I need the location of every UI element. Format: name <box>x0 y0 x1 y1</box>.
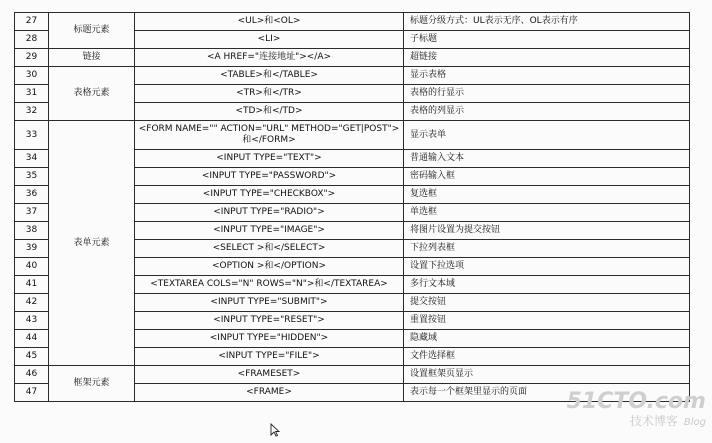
element-cell: <SELECT >和</SELECT> <box>135 240 404 258</box>
element-cell: <FRAME> <box>135 384 404 402</box>
row-number: 45 <box>15 348 49 366</box>
description-cell: 标题分级方式：UL表示无序、OL表示有序 <box>404 13 690 31</box>
row-number: 44 <box>15 330 49 348</box>
row-number: 32 <box>15 103 49 121</box>
description-cell: 多行文本域 <box>404 276 690 294</box>
table-row <box>15 67 690 85</box>
element-cell: <INPUT TYPE="RESET"> <box>135 312 404 330</box>
description-cell: 复选框 <box>404 186 690 204</box>
description-cell: 将图片设置为提交按钮 <box>404 222 690 240</box>
row-number: 35 <box>15 168 49 186</box>
element-cell: <UL>和<OL> <box>135 13 404 31</box>
description-cell: 子标题 <box>404 31 690 49</box>
table-row <box>15 121 690 150</box>
watermark-subtitle <box>567 412 706 429</box>
description-cell: 文件选择框 <box>404 348 690 366</box>
description-cell: 下拉列表框 <box>404 240 690 258</box>
row-number: 31 <box>15 85 49 103</box>
category-cell: 标题元素 <box>49 13 135 49</box>
description-cell: 显示表单 <box>404 121 690 150</box>
table-row <box>15 366 690 384</box>
element-cell: <TEXTAREA COLS="N" ROWS="N">和</TEXTAREA> <box>135 276 404 294</box>
description-cell: 重置按钮 <box>404 312 690 330</box>
row-number: 47 <box>15 384 49 402</box>
element-cell: <TD>和</TD> <box>135 103 404 121</box>
row-number: 30 <box>15 67 49 85</box>
element-cell: <FRAMESET> <box>135 366 404 384</box>
element-cell: <INPUT TYPE="IMAGE"> <box>135 222 404 240</box>
table-row <box>15 13 690 31</box>
element-cell: <OPTION >和</OPTION> <box>135 258 404 276</box>
element-cell: <TR>和</TR> <box>135 85 404 103</box>
row-number: 37 <box>15 204 49 222</box>
row-number: 34 <box>15 150 49 168</box>
description-cell: 隐藏域 <box>404 330 690 348</box>
row-number: 42 <box>15 294 49 312</box>
category-cell: 链接 <box>49 49 135 67</box>
element-cell: <INPUT TYPE="RADIO"> <box>135 204 404 222</box>
row-number: 39 <box>15 240 49 258</box>
description-cell: 提交按钮 <box>404 294 690 312</box>
description-cell: 表示每一个框架里显示的页面 <box>404 384 690 402</box>
element-cell: <TABLE>和</TABLE> <box>135 67 404 85</box>
element-cell: <INPUT TYPE="FILE"> <box>135 348 404 366</box>
description-cell: 显示表格 <box>404 67 690 85</box>
row-number: 33 <box>15 121 49 150</box>
description-cell: 设置下拉选项 <box>404 258 690 276</box>
description-cell: 单选框 <box>404 204 690 222</box>
element-cell: <INPUT TYPE="TEXT"> <box>135 150 404 168</box>
category-cell: 表单元素 <box>49 121 135 366</box>
row-number: 29 <box>15 49 49 67</box>
table-row <box>15 49 690 67</box>
row-number: 28 <box>15 31 49 49</box>
element-cell: <FORM NAME="" ACTION="URL" METHOD="GET|POST">和</FORM> <box>135 121 404 150</box>
watermark-blog: Blog <box>683 417 706 428</box>
description-cell: 设置框架页显示 <box>404 366 690 384</box>
row-number: 36 <box>15 186 49 204</box>
category-cell: 表格元素 <box>49 67 135 121</box>
watermark-sub-text: 技术博客 <box>629 414 678 428</box>
element-cell: <INPUT TYPE="HIDDEN"> <box>135 330 404 348</box>
element-cell: <A HREF="连接地址"></A> <box>135 49 404 67</box>
mouse-cursor-icon <box>270 423 280 437</box>
description-cell: 超链接 <box>404 49 690 67</box>
html-tag-reference-table <box>14 12 690 402</box>
description-cell: 表格的列显示 <box>404 103 690 121</box>
row-number: 40 <box>15 258 49 276</box>
row-number: 41 <box>15 276 49 294</box>
row-number: 43 <box>15 312 49 330</box>
description-cell: 密码输入框 <box>404 168 690 186</box>
row-number: 27 <box>15 13 49 31</box>
category-cell: 框架元素 <box>49 366 135 402</box>
row-number: 38 <box>15 222 49 240</box>
element-cell: <LI> <box>135 31 404 49</box>
element-cell: <INPUT TYPE="PASSWORD"> <box>135 168 404 186</box>
description-cell: 表格的行显示 <box>404 85 690 103</box>
element-cell: <INPUT TYPE="CHECKBOX"> <box>135 186 404 204</box>
element-cell: <INPUT TYPE="SUBMIT"> <box>135 294 404 312</box>
watermark-logo: 51CTO.com <box>566 389 706 414</box>
row-number: 46 <box>15 366 49 384</box>
description-cell: 普通输入文本 <box>404 150 690 168</box>
